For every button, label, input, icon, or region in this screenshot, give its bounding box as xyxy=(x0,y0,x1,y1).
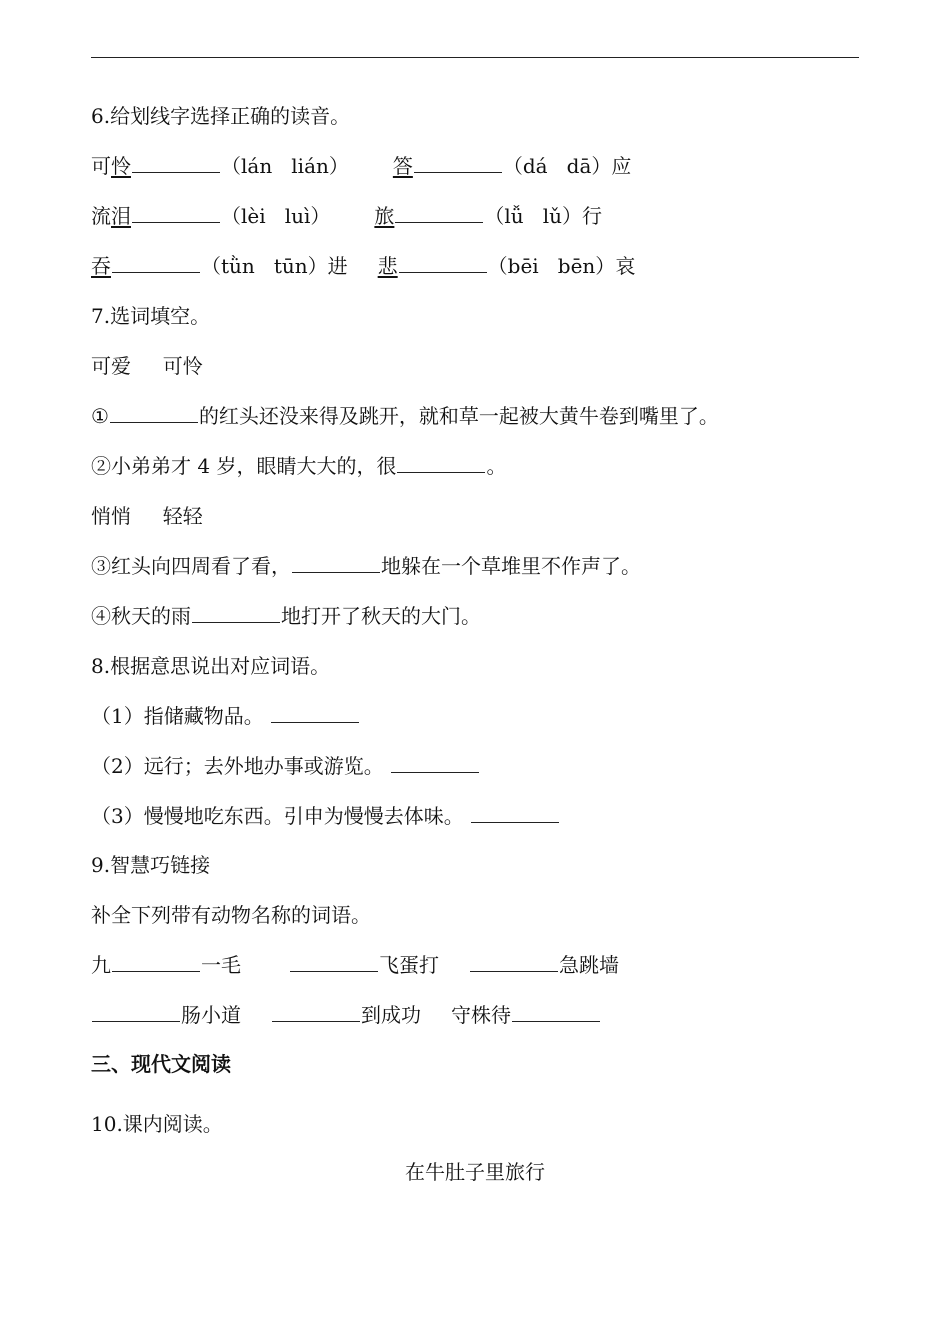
q6-item-3-text: 流 xyxy=(91,204,111,228)
q6-item-6-options: （bēi bēn） xyxy=(487,254,616,278)
answer-blank[interactable] xyxy=(397,452,485,473)
answer-blank[interactable] xyxy=(290,951,378,972)
q9-idiom-4-post: 肠小道 xyxy=(181,1003,241,1027)
q6-item-5-underlined: 吞 xyxy=(91,254,111,278)
q7-s2-end: 。 xyxy=(486,454,507,478)
answer-blank[interactable] xyxy=(399,252,487,273)
q9-row-2 xyxy=(91,1001,601,1029)
q8-item-1-text: （1）指储藏物品。 xyxy=(91,704,264,728)
answer-blank[interactable] xyxy=(112,951,200,972)
q6-item-1 xyxy=(91,152,349,180)
q9-idiom-3 xyxy=(469,951,619,979)
answer-blank[interactable] xyxy=(271,702,359,723)
passage-title: 在牛肚子里旅行 xyxy=(405,1160,545,1184)
answer-blank[interactable] xyxy=(112,252,200,273)
q6-title: 6.给划线字选择正确的读音。 xyxy=(91,104,351,128)
q7-s2-text: ②小弟弟才 4 岁，眼睛大大的，很 xyxy=(91,454,397,478)
q6-item-4-options: （lǚ lǔ） xyxy=(484,204,583,228)
q9-idiom-5 xyxy=(271,1001,421,1029)
answer-blank[interactable] xyxy=(132,202,220,223)
q6-item-2-underlined: 答 xyxy=(392,154,413,178)
q6-row-2 xyxy=(91,202,602,230)
q9-idiom-1-pre: 九 xyxy=(91,953,111,977)
answer-blank[interactable] xyxy=(470,951,558,972)
answer-blank[interactable] xyxy=(391,752,479,773)
q6-item-2 xyxy=(393,152,632,180)
q9-idiom-5-post: 到成功 xyxy=(361,1003,421,1027)
q6-item-1-text: 可 xyxy=(91,154,111,178)
q7-s1-number: ① xyxy=(91,404,109,428)
q9-row-1 xyxy=(91,951,619,979)
q7-sentence-3 xyxy=(91,552,641,580)
q6-item-4-text: 行 xyxy=(582,204,603,228)
q8-item-1 xyxy=(91,702,360,730)
q7-word-bank-1: 可爱 可怜 xyxy=(91,354,203,378)
q9-idiom-2 xyxy=(289,951,439,979)
q6-item-6-text: 哀 xyxy=(615,254,636,278)
q8-item-3 xyxy=(91,802,560,830)
q9-idiom-3-post: 急跳墙 xyxy=(559,953,619,977)
q6-item-3 xyxy=(91,202,330,230)
section-heading: 三、现代文阅读 xyxy=(91,1052,231,1076)
q9-idiom-6 xyxy=(451,1001,601,1029)
answer-blank[interactable] xyxy=(414,152,502,173)
q10-title: 10.课内阅读。 xyxy=(91,1112,223,1136)
q9-subtitle: 补全下列带有动物名称的词语。 xyxy=(91,903,371,927)
q6-item-5-options: （tǜn tūn） xyxy=(201,254,328,278)
q7-s4-end: 地打开了秋天的大门。 xyxy=(281,604,481,628)
q7-sentence-2 xyxy=(91,452,506,480)
q6-item-3-underlined: 泪 xyxy=(111,204,131,228)
q9-title: 9.智慧巧链接 xyxy=(91,853,211,877)
answer-blank[interactable] xyxy=(192,602,280,623)
q6-row-1 xyxy=(91,152,631,180)
answer-blank[interactable] xyxy=(110,402,198,423)
q7-s3-text: ③红头向四周看了看， xyxy=(91,554,291,578)
q8-item-2 xyxy=(91,752,480,780)
answer-blank[interactable] xyxy=(132,152,220,173)
q6-row-3 xyxy=(91,252,635,280)
answer-blank[interactable] xyxy=(272,1001,360,1022)
q7-sentence-1 xyxy=(91,402,719,430)
q9-idiom-1 xyxy=(91,951,241,979)
q6-item-2-text: 应 xyxy=(611,154,632,178)
answer-blank[interactable] xyxy=(471,802,559,823)
q7-title: 7.选词填空。 xyxy=(91,304,211,328)
q6-item-3-options: （lèi luì） xyxy=(221,204,331,228)
q7-s4-text: ④秋天的雨 xyxy=(91,604,191,628)
q6-item-5-text: 进 xyxy=(327,254,348,278)
q6-item-1-options: （lán lián） xyxy=(221,154,349,178)
q6-item-4 xyxy=(374,202,602,230)
q8-title: 8.根据意思说出对应词语。 xyxy=(91,654,331,678)
answer-blank[interactable] xyxy=(512,1001,600,1022)
q9-idiom-1-post: 一毛 xyxy=(201,953,241,977)
q7-s3-end: 地躲在一个草堆里不作声了。 xyxy=(381,554,641,578)
header-rule xyxy=(91,57,859,58)
q6-item-4-underlined: 旅 xyxy=(374,204,395,228)
q7-word-bank-2: 悄悄 轻轻 xyxy=(91,504,203,528)
q7-s1-text: 的红头还没来得及跳开，就和草一起被大黄牛卷到嘴里了。 xyxy=(198,404,719,428)
answer-blank[interactable] xyxy=(92,1001,180,1022)
answer-blank[interactable] xyxy=(395,202,483,223)
q6-item-5 xyxy=(91,252,348,280)
q8-item-3-text: （3）慢慢地吃东西。引申为慢慢去体味。 xyxy=(91,804,464,828)
q7-sentence-4 xyxy=(91,602,481,630)
q6-item-6-underlined: 悲 xyxy=(377,254,398,278)
q6-item-6 xyxy=(378,252,636,280)
answer-blank[interactable] xyxy=(292,552,380,573)
q8-item-2-text: （2）远行；去外地办事或游览。 xyxy=(91,754,384,778)
q9-idiom-4 xyxy=(91,1001,241,1029)
q6-item-2-options: （dá dā） xyxy=(502,154,612,178)
q9-idiom-6-pre: 守株待 xyxy=(451,1003,511,1027)
q6-item-1-underlined: 怜 xyxy=(111,154,131,178)
q9-idiom-2-post: 飞蛋打 xyxy=(379,953,439,977)
